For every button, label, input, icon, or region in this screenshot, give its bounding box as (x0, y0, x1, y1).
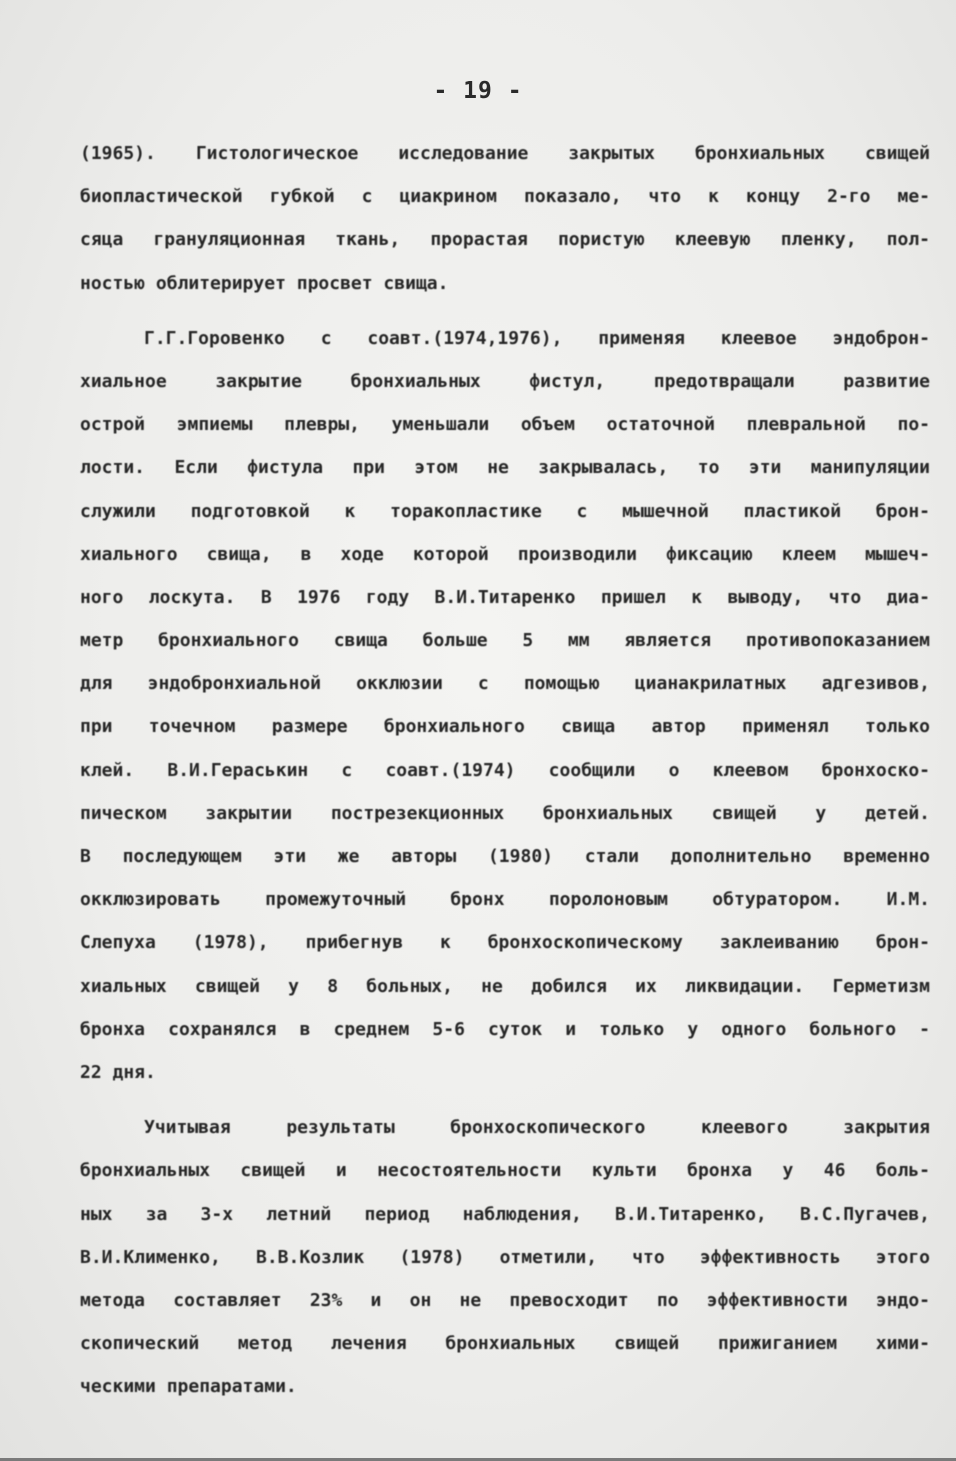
text-line: В последующем эти же авторы (1980) стали дополнительно временно (80, 846, 930, 867)
text-line: острой эмпиемы плевры, уменьшали объем остаточной плевральной по- (80, 414, 930, 436)
body-text (80, 132, 930, 1408)
text-line: биопластической губкой с циакрином показало, что к концу 2-го ме- (80, 186, 930, 208)
text-line: ческими препаратами. (80, 1376, 297, 1398)
text-line: ного лоскута. В 1976 году В.И.Титаренко пришел к выводу, что диа- (80, 586, 930, 608)
page-number: - 19 - (433, 78, 523, 104)
text-line: 22 дня. (80, 1061, 156, 1083)
text-line: лости. Если фистула при этом не закрывалась, то эти манипуляции (80, 457, 930, 479)
text-line: бронха сохранялся в среднем 5-6 суток и только у одного больного - (80, 1018, 930, 1040)
text-line: метр бронхиального свища больше 5 мм является противопоказанием (80, 630, 930, 652)
text-line: хиального свища, в ходе которой производили фиксацию клеем мышеч- (80, 543, 930, 565)
text-line: сяца грануляционная ткань, прорастая пористую клеевую пленку, пол- (80, 229, 930, 251)
text-line: хиальных свищей у 8 больных, не добился их ликвидации. Герметизм (80, 975, 930, 997)
paragraph-3 (80, 1106, 930, 1408)
text-line: бронхиальных свищей и несостоятельности культи бронха у 46 боль- (80, 1160, 930, 1182)
text-line: хиальное закрытие бронхиальных фистул, предотвращали развитие (80, 370, 930, 392)
text-line: служили подготовкой к торакопластике с мышечной пластикой брон- (80, 500, 930, 522)
text-line: Слепуха (1978), прибегнув к бронхоскопическому заклеиванию брон- (80, 932, 930, 954)
text-line: Г.Г.Горовенко с соавт.(1974,1976), применяя клеевое эндоброн- (144, 327, 930, 349)
paragraph-1 (80, 132, 930, 305)
text-line: окклюзировать промежуточный бронх поролоновым обтуратором. И.М. (80, 889, 930, 911)
text-line: (1965). Гистологическое исследование закрытых бронхиальных свищей (80, 143, 930, 164)
paragraph-2 (80, 317, 930, 1094)
text-line: для эндобронхиальной окклюзии с помощью цианакрилатных адгезивов, (80, 673, 930, 695)
text-line: пическом закрытии пострезекционных бронхиальных свищей у детей. (80, 802, 930, 824)
text-line: ностью облитерирует просвет свища. (80, 272, 449, 294)
text-line: ных за 3-х летний период наблюдения, В.И.Титаренко, В.С.Пугачев, (80, 1203, 930, 1225)
text-line: скопический метод лечения бронхиальных свищей прижиганием хими- (80, 1333, 930, 1355)
text-line: при точечном размере бронхиального свища автор применял только (80, 716, 930, 738)
text-line: метода составляет 23% и он не превосходит по эффективности эндо- (80, 1289, 930, 1311)
text-line: клей. В.И.Гераськин с соавт.(1974) сообщили о клеевом бронхоско- (80, 759, 930, 781)
text-line: В.И.Клименко, В.В.Козлик (1978) отметили, что эффективность этого (80, 1246, 930, 1268)
text-line: Учитывая результаты бронхоскопического клеевого закрытия (144, 1117, 930, 1139)
